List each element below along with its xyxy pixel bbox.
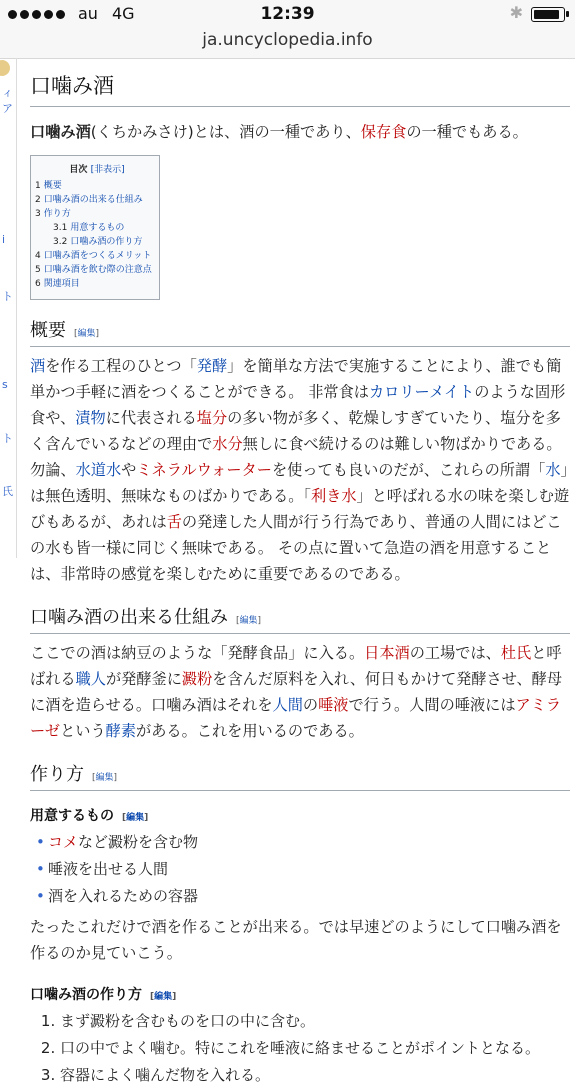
list-item: • コメなど澱粉を含む物 <box>48 829 570 856</box>
section-paragraph: 酒を作る工程のひとつ「発酵」を簡単な方法で実施することにより、誰でも簡単かつ手軽に酒をつくることができる。 非常食はカロリーメイトのような固形食や、漬物に代表される塩分の多い物が多く、乾燥しすぎていたり、塩分を多く含んでいるなどの理由で水分無しに食べ続けるのは難しい物ばかりである。 勿論、水道水やミネラルウォーターを使っても良いのだが、これらの所謂「水」は無色透明、無味なものばかりである。「利き水」と呼ばれる水の味を楽しむ遊びもあるが、あれは舌の発達した人間が行う行為であり、普通の人間にはどこの水も皆一様に同じく無味である。 その点に置いて急造の酒を用意することは、非常時の感覚を楽しむために重要であるのである。 <box>30 357 570 583</box>
toc-title: 目次 [非表示] <box>69 165 125 175</box>
edit-link[interactable]: [ 編集 ] <box>74 329 99 339</box>
toc-hide-toggle[interactable]: [非表示] <box>90 165 125 175</box>
status-bar <box>0 0 575 59</box>
site-logo-icon[interactable] <box>0 60 10 76</box>
address-bar[interactable]: ja.uncyclopedia.info <box>202 30 373 50</box>
sidebar-edge <box>0 58 18 1024</box>
toc-item[interactable]: 4 口噛み酒をつくるメリット <box>35 251 152 261</box>
page-title: 口噛み酒 <box>30 70 570 107</box>
sidebar-fragment[interactable]: s <box>2 378 8 391</box>
edit-link[interactable]: [ 編集 ] <box>150 992 176 1002</box>
edit-link[interactable]: [ 編集 ] <box>122 813 148 823</box>
toc-item[interactable]: 1 概要 <box>35 181 62 191</box>
table-of-contents <box>30 155 160 300</box>
bluetooth-icon: ✱ <box>509 3 523 22</box>
toc-item[interactable]: 6 関連項目 <box>35 279 80 289</box>
section-paragraph: たったこれだけで酒を作ることが出来る。では早速どのようにして口噛み酒を作るのか見ていこう。 <box>30 918 562 962</box>
section-heading: 概要[ 編集 ] <box>30 316 570 347</box>
sidebar-fragment[interactable]: ト <box>2 432 13 445</box>
section-paragraph: ここでの酒は納豆のような「発酵食品」に入る。日本酒の工場では、杜氏と呼ばれる職人が発酵釜に澱粉を含んだ原料を入れ、何日もかけて発酵させ、酵母に酒を造らせる。口噛み酒はそれを人間の唾液で行う。人間の唾液にはアミラーゼという酵素がある。これを用いるのである。 <box>30 644 563 740</box>
toc-item[interactable]: 3.1 用意するもの <box>53 223 125 233</box>
subsection-heading: 用意するもの[ 編集 ] <box>30 805 570 825</box>
carrier-name: au <box>78 4 98 23</box>
edit-link[interactable]: [ 編集 ] <box>236 616 261 626</box>
ingredient-list <box>30 829 570 910</box>
toc-item[interactable]: 5 口噛み酒を飲む際の注意点 <box>35 265 152 275</box>
toc-item[interactable]: 2 口噛み酒の出来る仕組み <box>35 195 143 205</box>
section-heading: 作り方[ 編集 ] <box>30 760 570 791</box>
list-item: 2. 口の中でよく噛む。特にこれを唾液に絡ませることがポイントとなる。 <box>60 1035 570 1062</box>
list-item: 1. まず澱粉を含むものを口の中に含む。 <box>60 1008 570 1035</box>
sidebar-divider <box>16 58 17 558</box>
steps-list <box>30 1008 570 1089</box>
toc-item[interactable]: 3.2 口噛み酒の作り方 <box>53 237 143 247</box>
intro-paragraph: 口噛み酒(くちかみさけ)とは、酒の一種であり、保存食の一種でもある。 <box>30 123 528 141</box>
battery-level <box>534 10 559 19</box>
list-item: • 酒を入れるための容器 <box>48 883 570 910</box>
sidebar-fragment[interactable]: ト <box>2 290 13 303</box>
sidebar-fragment[interactable]: ィア <box>2 86 13 115</box>
sidebar-fragment[interactable]: i <box>2 233 6 246</box>
toc-item[interactable]: 3 作り方 <box>35 209 71 219</box>
edit-link[interactable]: [ 編集 ] <box>92 773 117 783</box>
section-heading: 口噛み酒の出来る仕組み[ 編集 ] <box>30 603 570 634</box>
network-type: 4G <box>111 4 135 23</box>
article-content <box>30 66 570 1089</box>
list-item: • 唾液を出せる人間 <box>48 856 570 883</box>
battery-icon <box>531 7 565 22</box>
subsection-heading: 口噛み酒の作り方[ 編集 ] <box>30 984 570 1004</box>
term-bold: 口噛み酒 <box>30 123 91 141</box>
link-hozonshoku[interactable]: 保存食 <box>360 123 407 141</box>
clock: 12:39 <box>260 4 315 24</box>
sidebar-fragment[interactable]: 氏 <box>2 485 13 498</box>
list-item: 3. 容器によく噛んだ物を入れる。 <box>60 1062 570 1089</box>
